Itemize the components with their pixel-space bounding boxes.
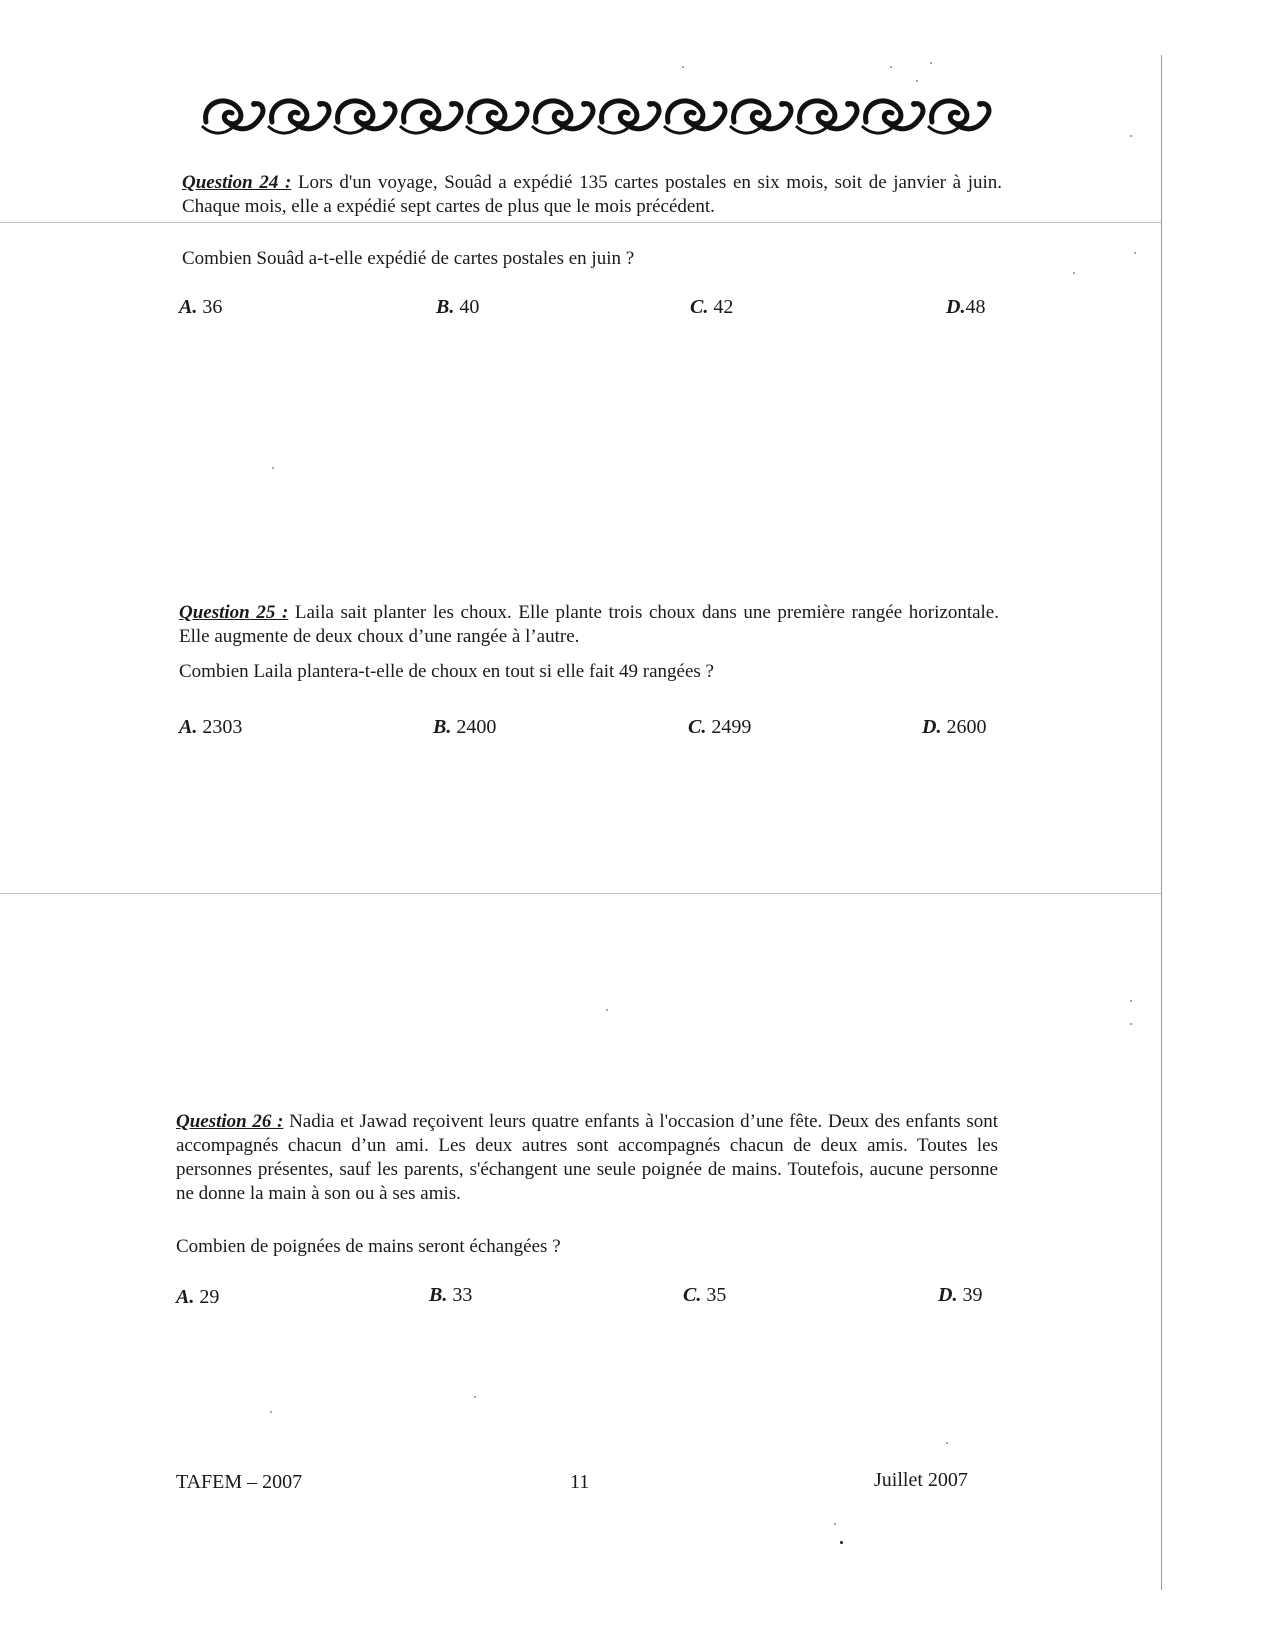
question-26-option-a: A. 29 bbox=[176, 1286, 220, 1308]
question-26-text: Nadia et Jawad reçoivent leurs quatre enfants à l'occasion d’une fête. Deux des enfants sont accompagnés chacun d’un ami. Les deux autres sont accompagnés chacun de deux amis. Toutes les personnes présentes, sauf les parents, s'échangent une seule poignée de mains. Toutefois, aucune personne ne donne la main à son ou à ses amis. bbox=[176, 1111, 998, 1204]
question-25-text: Laila sait planter les choux. Elle plante trois choux dans une première rangée horizontale. Elle augmente de deux choux d’une rangée à l’autre. bbox=[179, 602, 999, 647]
question-24-label: Question 24 : bbox=[182, 172, 292, 193]
scan-speck bbox=[272, 467, 274, 469]
question-25-prompt: Combien Laila plantera-t-elle de choux en tout si elle fait 49 rangées ? bbox=[179, 661, 714, 682]
scan-rule-top bbox=[0, 222, 1161, 223]
question-24-option-d: D.48 bbox=[946, 296, 986, 318]
question-26-option-c: C. 35 bbox=[683, 1284, 727, 1306]
question-24-text: Lors d'un voyage, Souâd a expédié 135 cartes postales en six mois, soit de janvier à juin. Chaque mois, elle a expédié sept cartes de plus que le mois précédent. bbox=[182, 172, 1002, 217]
scan-speck bbox=[916, 80, 918, 82]
scan-speck bbox=[474, 1396, 476, 1398]
scan-speck bbox=[1073, 272, 1075, 274]
scan-speck bbox=[1130, 1000, 1132, 1002]
scan-speck bbox=[930, 62, 932, 64]
question-26-statement bbox=[176, 1110, 998, 1206]
question-25-option-c: C. 2499 bbox=[688, 716, 752, 738]
footer-right: Juillet 2007 bbox=[874, 1469, 968, 1491]
question-24-option-b: B. 40 bbox=[436, 296, 480, 318]
question-25-option-d: D. 2600 bbox=[922, 716, 987, 738]
scan-speck bbox=[946, 1442, 948, 1444]
question-26-option-b: B. 33 bbox=[429, 1284, 473, 1306]
scan-rule-middle bbox=[0, 893, 1161, 894]
scan-speck bbox=[840, 1541, 843, 1544]
question-24-option-a: A. 36 bbox=[179, 296, 223, 318]
scan-speck bbox=[270, 1411, 272, 1413]
question-26-option-d: D. 39 bbox=[938, 1284, 983, 1306]
question-25-label: Question 25 : bbox=[179, 602, 289, 623]
scan-speck bbox=[682, 66, 684, 68]
scan-speck bbox=[1130, 1023, 1132, 1025]
scan-speck bbox=[1130, 135, 1132, 137]
page-edge-line bbox=[1161, 55, 1162, 1590]
question-24-statement bbox=[182, 171, 1002, 219]
question-24-prompt: Combien Souâd a-t-elle expédié de cartes postales en juin ? bbox=[182, 248, 635, 269]
question-25-option-a: A. 2303 bbox=[179, 716, 243, 738]
question-24-option-c: C. 42 bbox=[690, 296, 734, 318]
footer-left: TAFEM – 2007 bbox=[176, 1471, 303, 1493]
scan-speck bbox=[834, 1523, 836, 1525]
question-26-prompt: Combien de poignées de mains seront échangées ? bbox=[176, 1236, 561, 1257]
ornament-border bbox=[200, 86, 1000, 140]
scan-speck bbox=[606, 1009, 608, 1011]
question-25-option-b: B. 2400 bbox=[433, 716, 497, 738]
scan-speck bbox=[890, 66, 892, 68]
question-25-statement bbox=[179, 601, 999, 649]
question-26-label: Question 26 : bbox=[176, 1111, 284, 1132]
scan-speck bbox=[1134, 252, 1136, 254]
footer-page-number: 11 bbox=[570, 1471, 590, 1493]
